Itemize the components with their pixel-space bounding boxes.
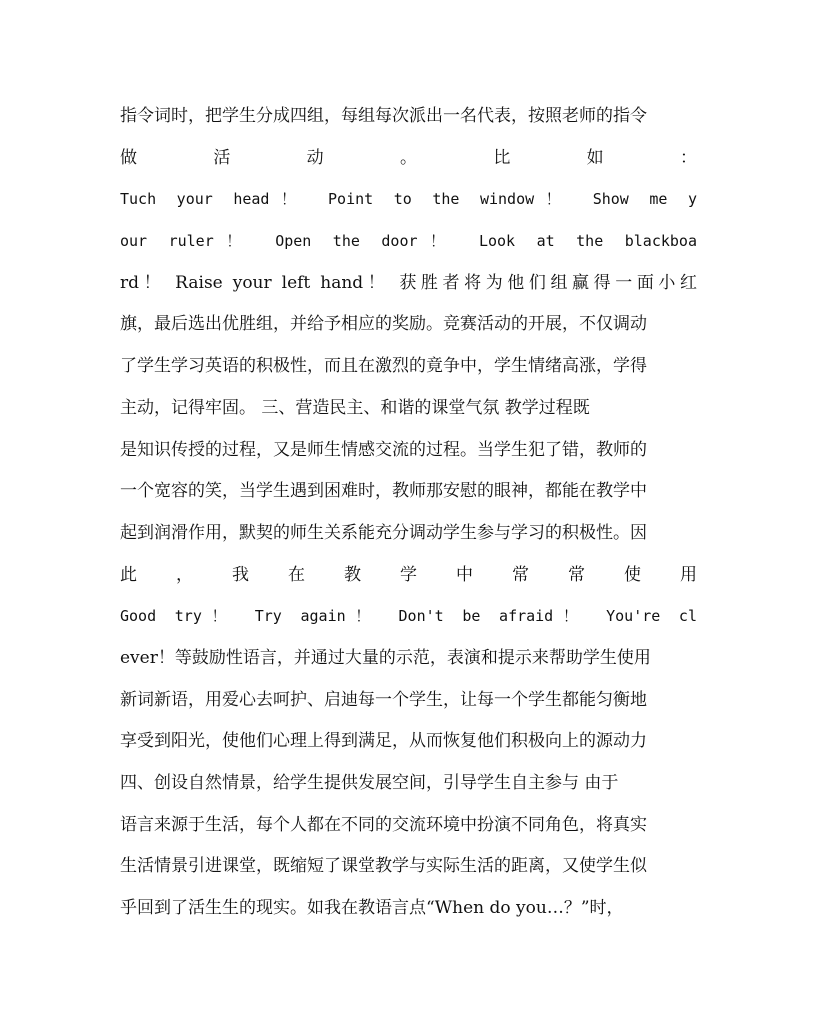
text-line: 指令词时，把学生分成四组，每组每次派出一名代表，按照老师的指令	[120, 106, 647, 126]
text-line: 起到润滑作用，默契的师生关系能充分调动学生参与学习的积极性。因	[120, 522, 647, 543]
text-line: 此 ， 我 在 教 学 中 常 常 使 用	[120, 564, 697, 585]
text-line: ever！等鼓励性语言，并通过大量的示范，表演和提示来帮助学生使用	[120, 647, 651, 668]
text-line: 乎回到了活生生的现实。如我在教语言点“When do you…？”时，	[120, 898, 624, 919]
text-line: our ruler！ Open the door！ Look at the blackboa	[120, 232, 697, 251]
text-line: Tuch your head！ Point to the window！ Show me y	[120, 190, 697, 209]
text-line: 四、创设自然情景，给学生提供发展空间，引导学生自主参与 由于	[120, 773, 619, 793]
text-line: 了学生学习英语的积极性，而且在激烈的竟争中，学生情绪高涨，学得	[120, 356, 647, 377]
text-line: 享受到阳光，使他们心理上得到满足，从而恢复他们积极向上的源动力	[120, 731, 647, 752]
document-body	[120, 96, 697, 930]
text-line: 新词新语，用爱心去呵护、启迪每一个学生，让每一个学生都能匀衡地	[120, 689, 647, 710]
text-line: 主动，记得牢固。 三、营造民主、和谐的课堂气氛 教学过程既	[120, 397, 590, 418]
text-line: 旗，最后选出优胜组，并给予相应的奖励。竞赛活动的开展，不仅调动	[120, 314, 647, 335]
text-line: 做 活 动 。 比 如 ：	[120, 147, 697, 168]
text-line: 语言来源于生活，每个人都在不同的交流环境中扮演不同角色，将真实	[120, 814, 647, 835]
text-line: rd！ Raise your left hand！ 获胜者将为他们组赢得一面小红	[120, 272, 697, 293]
text-line: 一个宽容的笑，当学生遇到困难时，教师那安慰的眼神，都能在教学中	[120, 481, 647, 502]
text-line: 生活情景引进课堂，既缩短了课堂教学与实际生活的距离，又使学生似	[120, 856, 647, 877]
text-line: Good try！ Try again！ Don't be afraid！ You're cl	[120, 607, 697, 626]
text-line: 是知识传授的过程，又是师生情感交流的过程。当学生犯了错，教师的	[120, 439, 647, 460]
